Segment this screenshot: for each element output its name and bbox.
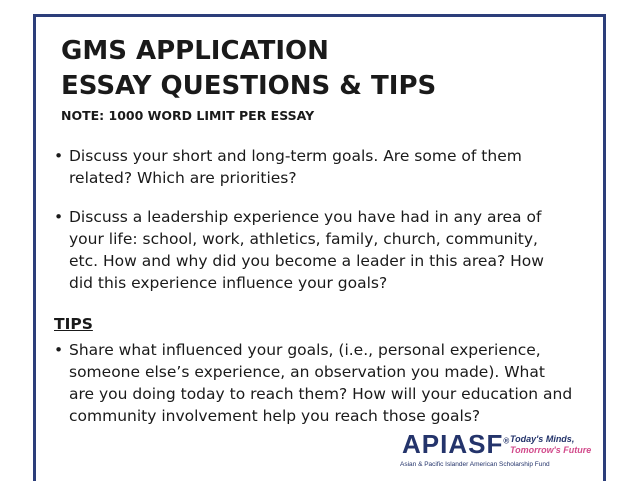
bullet-icon: • — [54, 341, 64, 359]
logo-wordmark — [402, 429, 510, 460]
tip-text: Share what influenced your goals, (i.e., personal experience, someone else’s experience, an observation you made). What are you doing today to reach them? How will your education and community involvement help you reach those goals? — [69, 341, 573, 425]
question-item-2 — [54, 206, 544, 294]
question-item-1 — [54, 145, 522, 189]
logo-wordmark-text: APIASF — [402, 429, 504, 459]
logo-subtitle: Asian & Pacific Islander American Scholarship Fund — [400, 461, 550, 468]
slide-title — [61, 34, 436, 104]
tips-heading: TIPS — [54, 315, 93, 333]
bullet-icon: • — [54, 147, 64, 165]
tip-item-1 — [54, 339, 572, 427]
question-text: Discuss a leadership experience you have had in any area of your life: school, work, athletics, family, church, community, etc. How and why did you become a leader in this area? How did this experience influence your goals? — [69, 208, 544, 292]
bullet-icon: • — [54, 208, 64, 226]
word-limit-note: NOTE: 1000 WORD LIMIT PER ESSAY — [61, 108, 315, 123]
apiasf-logo — [400, 427, 596, 477]
question-text: Discuss your short and long-term goals. Are some of them related? Which are priorities? — [69, 147, 522, 187]
title-line-1: GMS APPLICATION — [61, 36, 329, 66]
logo-tagline-2: Tomorrow's Future — [510, 445, 592, 455]
registered-mark: ® — [503, 436, 511, 446]
title-line-2: ESSAY QUESTIONS & TIPS — [61, 71, 437, 101]
logo-tagline-1: Today's Minds, — [510, 434, 575, 444]
